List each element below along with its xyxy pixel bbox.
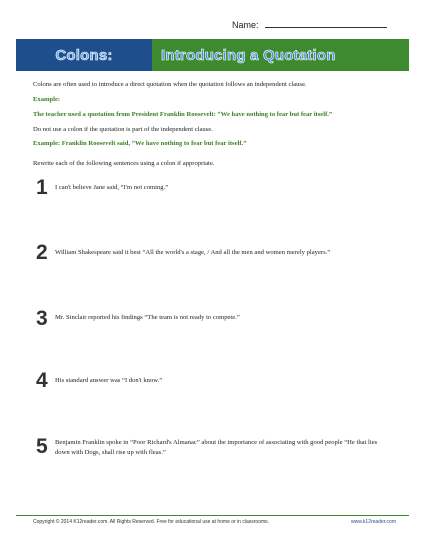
question-text-4: His standard answer was “I don't know.” xyxy=(55,377,163,384)
question-number-1: 1 xyxy=(36,176,48,199)
example-sentence-1: The teacher used a quotation from President Franklin Roosevelt: “We have nothing to fear but fear itself.” xyxy=(33,111,333,118)
name-input-line[interactable] xyxy=(265,18,387,28)
banner-left-panel xyxy=(16,39,152,71)
title-banner xyxy=(16,39,409,71)
example-label: Example: xyxy=(33,96,61,103)
question-text-5: Benjamin Franklin spoke in “Poor Richard's Almanac” about the importance of associating with good people “He that lies down with Dogs, shall rise up with fleas.” xyxy=(55,439,378,456)
rule-text: Do not use a colon if the quotation is part of the independent clause. xyxy=(33,126,213,133)
name-field xyxy=(232,18,387,30)
question-number-3: 3 xyxy=(36,307,48,330)
footer-copyright: Copyright © 2014 K12reader.com. All Rights Reserved. Free for educational use at home or in classrooms. xyxy=(33,519,270,525)
question-text-3: Mr. Sinclair reported his findings “The team is not ready to compete.” xyxy=(55,314,240,321)
footer-website-link[interactable]: www.k12reader.com xyxy=(350,519,396,525)
question-number-4: 4 xyxy=(36,369,48,392)
question-text-2: William Shakespeare said it best “All the world's a stage, / And all the men and women merely players.” xyxy=(55,249,331,256)
name-label: Name: xyxy=(232,20,259,30)
question-text-1: I can't believe Jane said, “I'm not coming.” xyxy=(55,184,169,191)
example-sentence-2: Example: Franklin Roosevelt said, “We have nothing to fear but fear itself.” xyxy=(33,140,247,147)
banner-right-panel xyxy=(152,39,409,71)
definition-text: Colons are often used to introduce a direct quotation when the quotation follows an independent clause. xyxy=(33,81,307,88)
question-number-5: 5 xyxy=(36,435,48,458)
banner-title-colons: Colons: xyxy=(55,46,113,64)
question-number-2: 2 xyxy=(36,241,48,264)
instructions-text: Rewrite each of the following sentences using a colon if appropriate. xyxy=(33,160,215,167)
banner-title-topic: Introducing a Quotation xyxy=(161,46,336,64)
footer-divider xyxy=(16,515,409,516)
